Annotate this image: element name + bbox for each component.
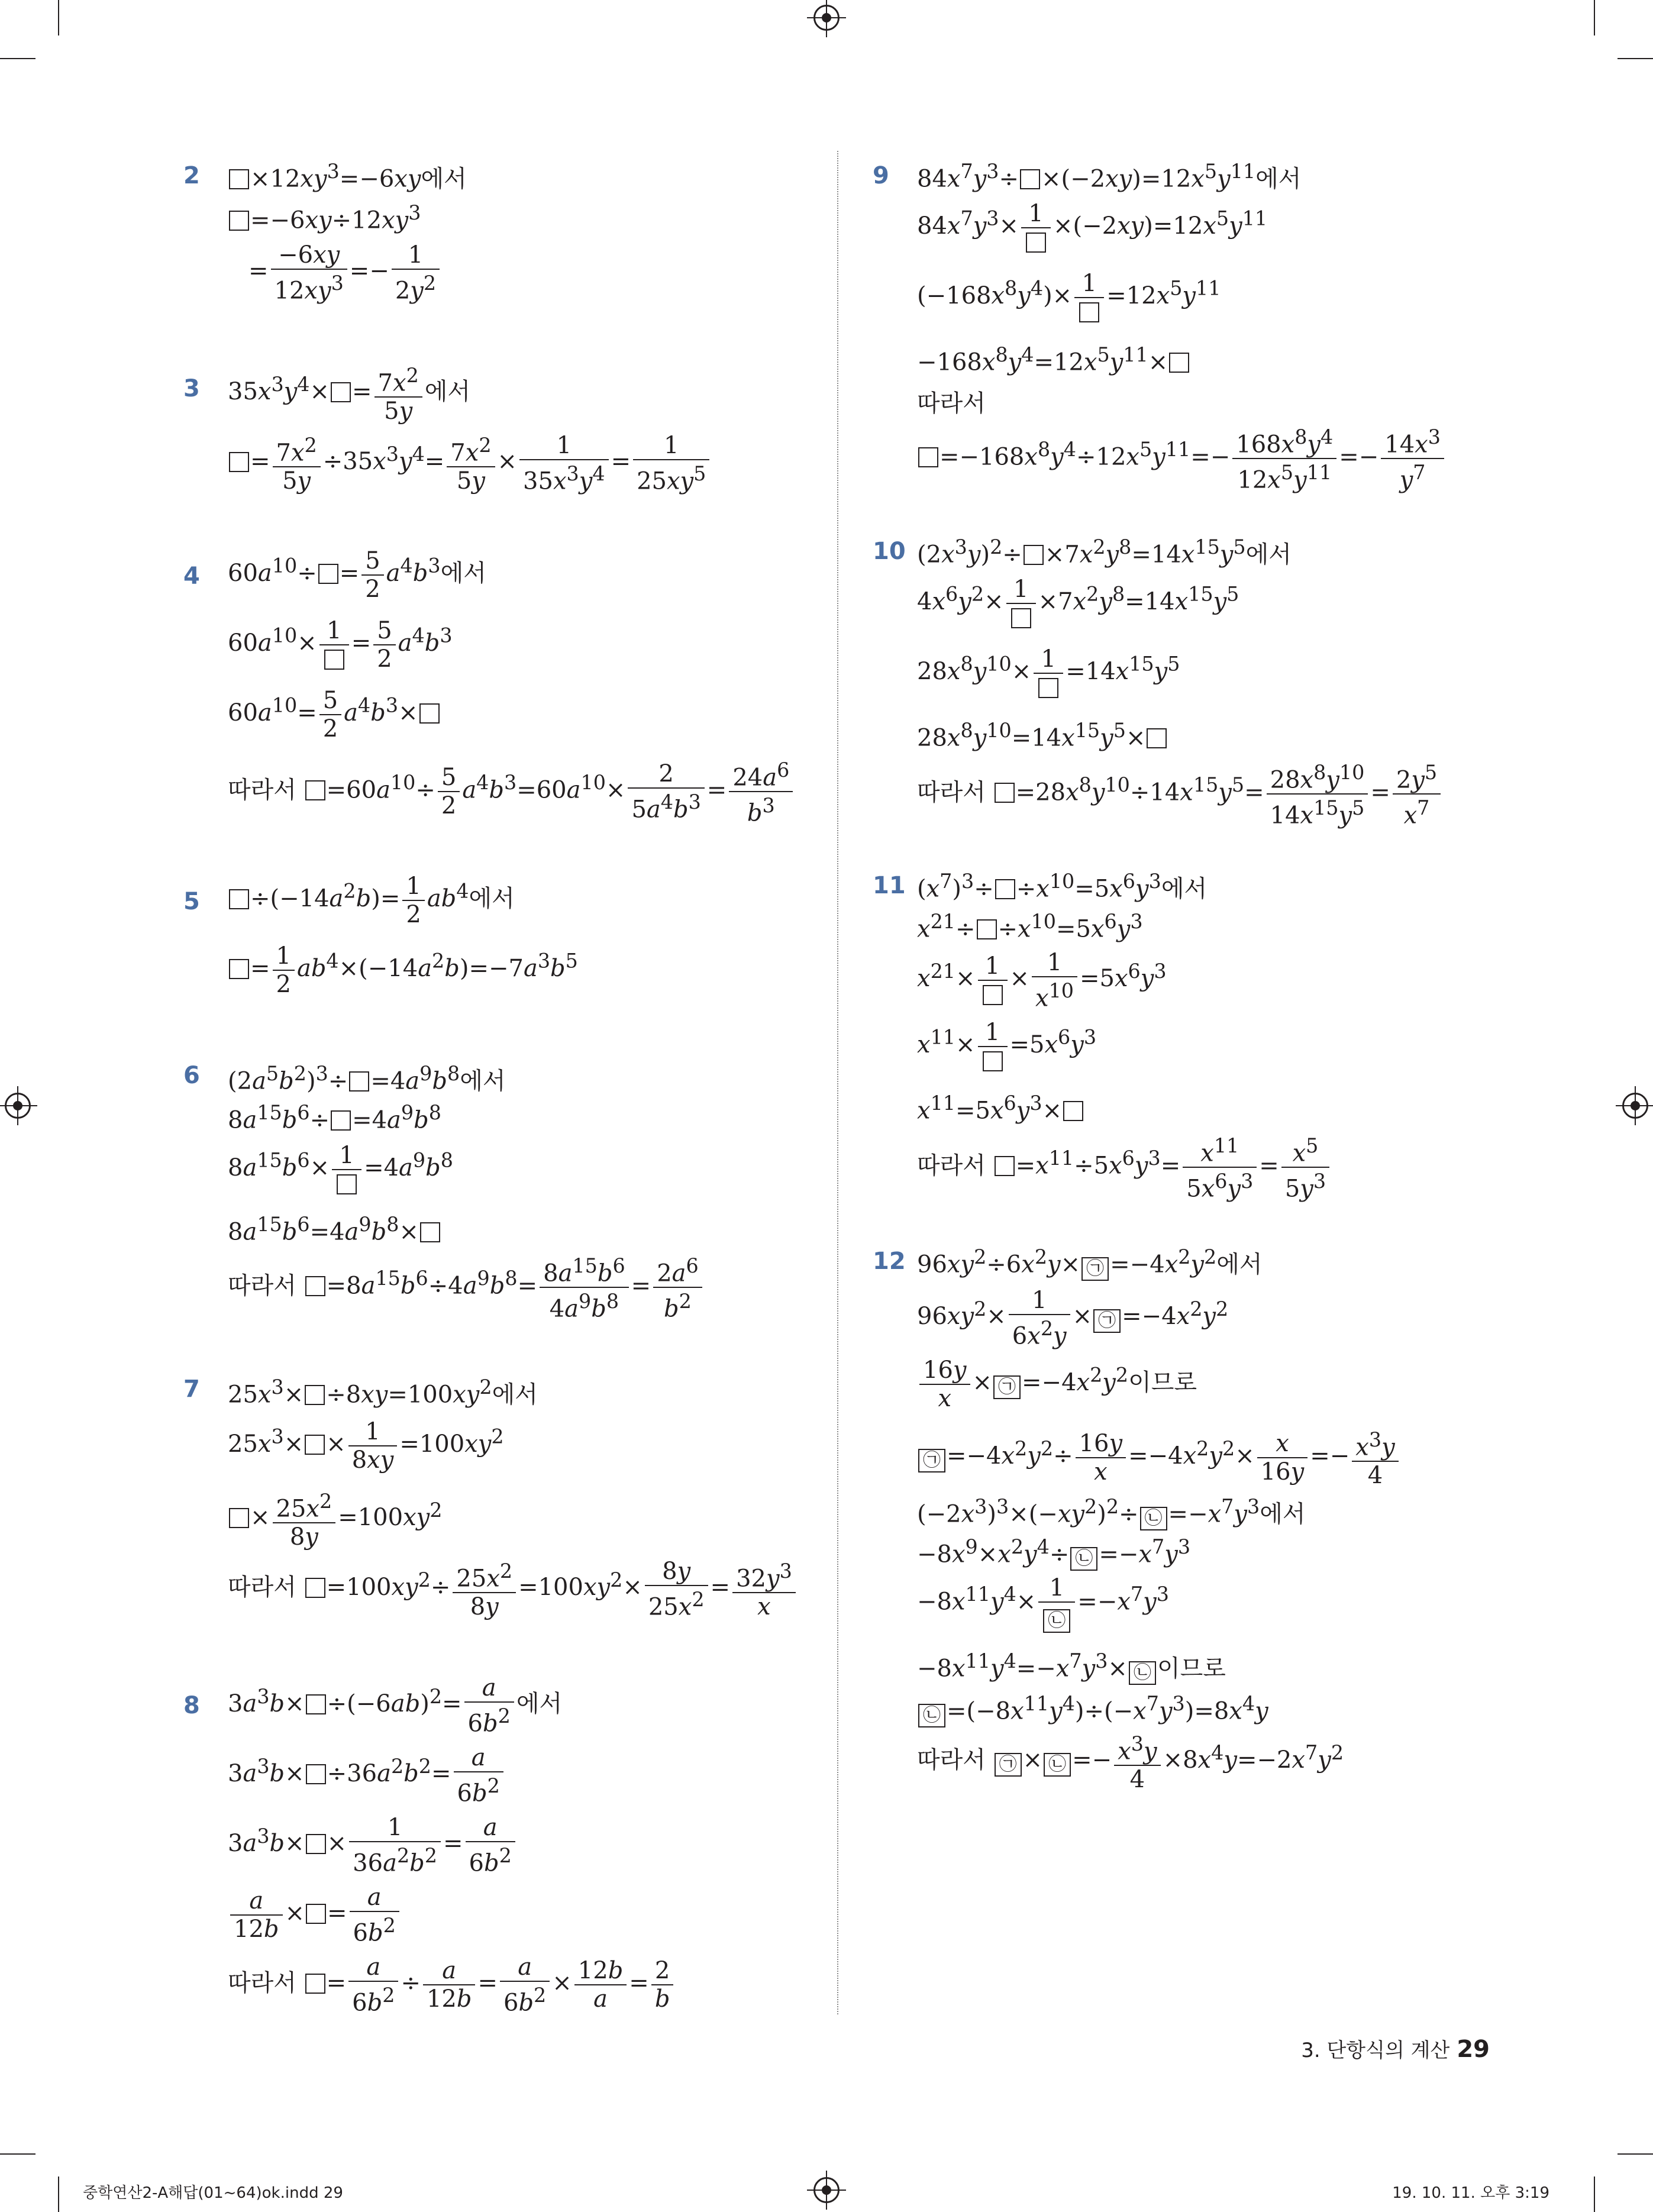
math-line: $3a^3b\times \div(-6ab)^2=$ $\frac{a}{6b^2}$ 에서 (228, 1674, 563, 1738)
math-line: × $\frac{25x^2}{8y}$ $=100xy^2$ (228, 1488, 442, 1551)
math-line: $8a^{15}b^6\div =4a^9b^8$ (228, 1101, 441, 1134)
crop-mark (58, 2177, 59, 2212)
math-line: 따라서 $=x^{11}\div 5x^6y^3=$ $\frac{x^{11}}{5x^6y^3}$ = $\frac{x^5}{5y^3}$ (917, 1132, 1332, 1203)
math-line: $8a^{15}b^6\times$ 1 $=4a^9b^8$ (228, 1142, 453, 1197)
crop-mark (58, 0, 59, 35)
math-line: $=-168x^8y^4\div 12x^5y^{11}=-$ $\frac{168x^8y^4}{12x^5y^{11}}$ =− $\frac{14x^3}{y^7}$ (917, 424, 1447, 494)
math-line: $25x^3\times \div 8xy=100xy^2$에서 (228, 1375, 538, 1409)
math-line: 따라서 ㉠ × ㉡ =− $\frac{x^3y}{4}$ $\times 8x^4y=-2x^7y^2$ (917, 1730, 1344, 1793)
page-footer (1301, 2034, 1490, 2063)
problem-number: 5 (183, 888, 200, 915)
math-line: $x^{21}\times$ 1 × $\frac{1}{x^{10}}$ $=5x^6y^3$ (917, 949, 1167, 1012)
math-line: 따라서 (917, 390, 986, 417)
problem-number: 12 (873, 1248, 906, 1275)
math-line: $-8x^{11}y^4\times$ $\frac{1}{㉡}$ $=-x^7y^3$ (917, 1574, 1169, 1633)
problem-number: 10 (873, 538, 906, 565)
problem-number: 8 (183, 1692, 200, 1719)
crop-mark (0, 58, 35, 59)
crop-mark (1594, 2177, 1595, 2212)
math-line: $4x^6y^2\times$ 1 $\times 7x^2y^8=14x^{15}y^5$ (917, 576, 1239, 631)
math-line: $3a^3b\times \div 36a^2b^2=$ $\frac{a}{6b^2}$ (228, 1744, 506, 1807)
crop-mark (1618, 58, 1653, 59)
math-line: $60a^{10}\div$ = $\frac{5}{2}$ $a^4b^3$에서 (228, 547, 486, 603)
problem-number: 7 (183, 1375, 200, 1403)
problem-number: 6 (183, 1062, 200, 1089)
problem-number: 4 (183, 563, 200, 590)
math-line: $\div(-14a^2b)=$ $\frac{1}{2}$ $ab^4$에서 (228, 873, 515, 928)
page-number: 29 (1457, 2036, 1490, 2063)
math-line: $96xy^2\times$ $\frac{1}{6x^2y}$ × ㉠ $=-4x^2y^2$ (917, 1287, 1229, 1350)
math-line: = $\frac{7x^2}{5y}$ $\div 35x^3y^4=$ $\frac{7x^2}{5y}$ × $\frac{1}{35x^3y^4}$ = $\frac{1}{25xy^5}$ (228, 432, 712, 495)
problem-number: 11 (873, 872, 906, 899)
registration-mark-icon (813, 2177, 840, 2203)
file-info: 중학연산2-A해답(01~64)ok.indd 29 (83, 2184, 343, 2202)
column-divider (837, 151, 838, 2014)
math-line: 따라서 $=8a^{15}b^6\div 4a^9b^8=$ $\frac{8a^{15}b^6}{4a^9b^8}$ = $\frac{2a^6}{b^2}$ (228, 1252, 705, 1323)
problem-number: 2 (183, 162, 200, 189)
registration-mark-icon (1622, 1093, 1648, 1119)
math-line: $60a^{10}\times$ 1 = $\frac{5}{2}$ $a^4b^3$ (228, 617, 453, 673)
math-line: $28x^8y^{10}\times$ 1 $=14x^{15}y^5$ (917, 645, 1180, 701)
math-line: $\frac{a}{12b}$ × = $\frac{a}{6b^2}$ (228, 1884, 402, 1946)
print-timestamp: 19. 10. 11. 오후 3:19 (1392, 2184, 1549, 2202)
math-line: $8a^{15}b^6=4a^9b^8\times$ (228, 1213, 441, 1245)
math-line: 따라서 $=100xy^2\div$ $\frac{25x^2}{8y}$ $=100xy^2\times$ $\frac{8y}{25x^2}$ = $\frac{32y^3}{x}$ (228, 1558, 798, 1620)
math-line: 따라서 = $\frac{a}{6b^2}$ ÷ $\frac{a}{12b}$ = $\frac{a}{6b^2}$ × $\frac{12b}{a}$ = $\frac{2}{b}$ (228, 1953, 676, 2016)
math-line: $x^{21}\div \div x^{10}=5x^6y^3$ (917, 910, 1143, 943)
crop-mark (1618, 2153, 1653, 2155)
math-line: $25x^3\times$ × $\frac{1}{8xy}$ $=100xy^2$ (228, 1418, 504, 1474)
math-line: $\times 12xy^3=-6xy$에서 (228, 160, 467, 193)
math-line: $3a^3b\times$ × $\frac{1}{36a^2b^2}$ = $\frac{a}{6b^2}$ (228, 1814, 518, 1877)
crop-mark (0, 2153, 35, 2155)
chapter-title: 3. 단항식의 계산 (1301, 2039, 1450, 2062)
math-line: $=-6xy\div 12xy^3$ (228, 201, 421, 234)
registration-mark-icon (5, 1093, 31, 1119)
math-line: $\frac{16y}{x}$ × ㉠ $=-4x^2y^2$이므로 (917, 1357, 1197, 1412)
math-line: $x^{11}=5x^6y^3\times$ (917, 1092, 1084, 1124)
math-line: = $\frac{-6xy}{12xy^3}$ =− $\frac{1}{2y^2}$ (248, 241, 442, 304)
problem-number: 3 (183, 375, 200, 402)
math-line: $60a^{10}=$ $\frac{5}{2}$ $a^4b^3\times$ (228, 687, 441, 742)
registration-mark-icon (813, 5, 840, 31)
math-line: $-168x^8y^4=12x^5y^{11}\times$ (917, 343, 1190, 376)
math-line: $35x^3y^4\times$ = $\frac{7x^2}{5y}$ 에서 (228, 362, 470, 425)
math-line: 따라서 $=60a^{10}\div$ $\frac{5}{2}$ $a^4b^3=60a^{10}\times$ $\frac{2}{5a^4b^3}$ = $\frac{24a^6}{b^3}$ (228, 757, 795, 827)
problem-number: 9 (873, 162, 889, 189)
math-line: ㉠ $=-4x^2y^2\div$ $\frac{16y}{x}$ $=-4x^2y^2\times$ $\frac{x}{16y}$ =− $\frac{x^3y}{4}$ (917, 1426, 1401, 1489)
crop-mark (1594, 0, 1595, 35)
math-line: $(x^7)^3\div \div x^{10}=5x^6y^3$에서 (917, 870, 1208, 903)
math-line: = $\frac{1}{2}$ $ab^4\times(-14a^2b)=-7a^3b^5$ (228, 942, 578, 998)
math-line: $96xy^2\div 6x^2y\times$ ㉠ $=-4x^2y^2$에서 (917, 1245, 1263, 1281)
math-line: $84x^7y^3\times$ 1 $\times(-2xy)=12x^5y^{11}$ (917, 200, 1267, 256)
math-line: $(2x^3y)^2\div \times 7x^2y^8=14x^{15}y^5$에서 (917, 535, 1292, 569)
math-line: $-8x^{11}y^4=-x^7y^3\times$ ㉡ 이므로 (917, 1649, 1226, 1685)
math-line: ㉡ $=(-8x^{11}y^4)\div(-x^7y^3)=8x^4y$ (917, 1692, 1268, 1727)
math-line: $84x^7y^3\div \times(-2xy)=12x^5y^{11}$에서 (917, 160, 1302, 193)
math-line: $(-168x^8y^4)\times$ 1 $=12x^5y^{11}$ (917, 270, 1221, 325)
math-line: $x^{11}\times$ 1 $=5x^6y^3$ (917, 1019, 1096, 1074)
math-line: $(-2x^3)^3\times(-xy^2)^2\div$ ㉡ $=-x^7y^3$에서 (917, 1495, 1305, 1530)
math-line: $-8x^9\times x^2y^4\div$ ㉡ $=-x^7y^3$ (917, 1535, 1190, 1571)
math-line: 따라서 $=28x^8y^{10}\div 14x^{15}y^5=$ $\frac{28x^8y^{10}}{14x^{15}y^5}$ = $\frac{2y^5}{x^7}$ (917, 759, 1443, 829)
math-line: $(2a^5b^2)^3\div =4a^9b^8$에서 (228, 1062, 506, 1095)
math-line: $28x^8y^{10}=14x^{15}y^5\times$ (917, 719, 1168, 751)
